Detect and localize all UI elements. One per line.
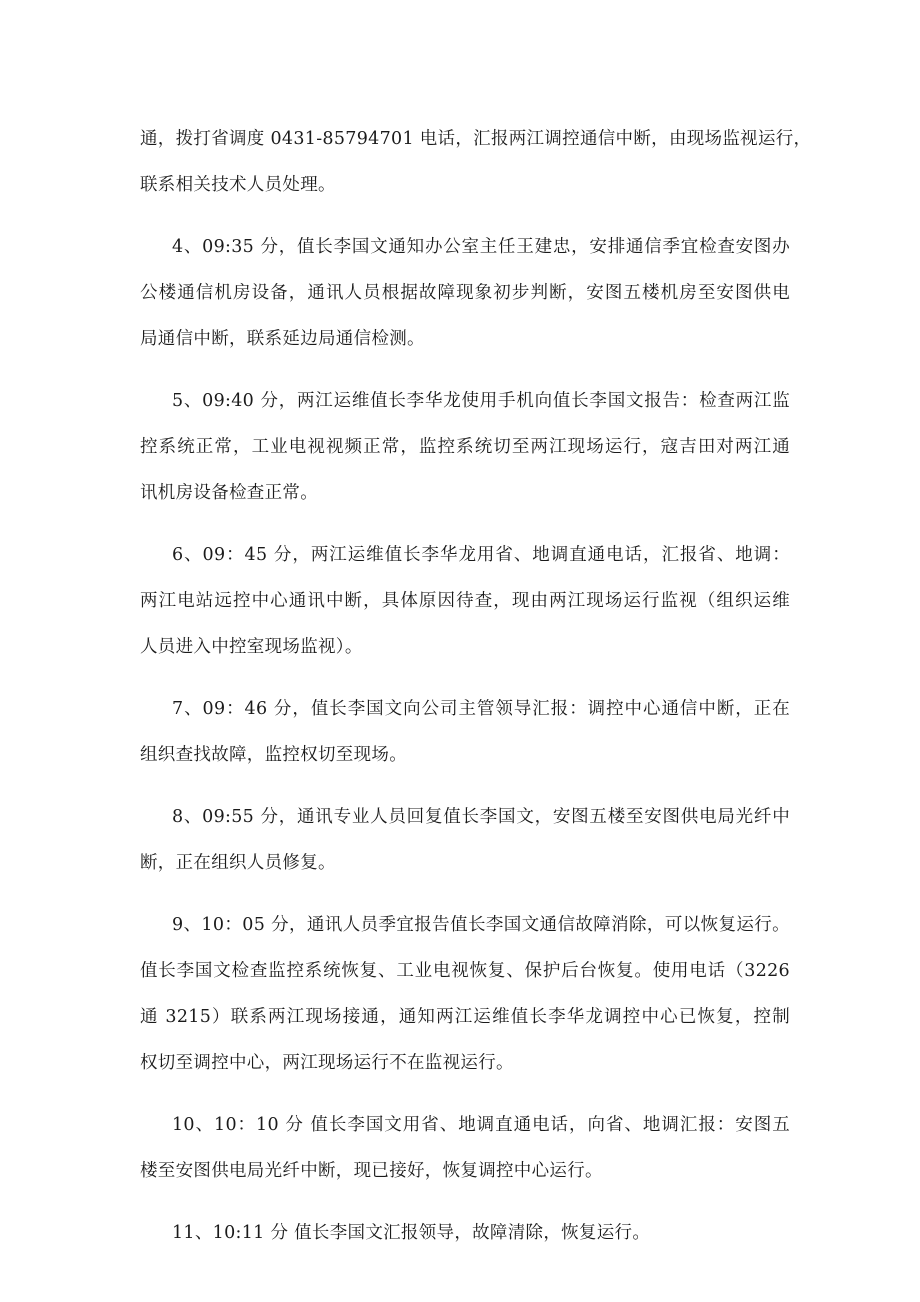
text-line: 通 3215）联系两江现场接通，通知两江运维值长李华龙调控中心已恢复，控制 — [140, 1007, 790, 1027]
paragraph-item-11 — [140, 1210, 790, 1256]
text-line: 6、09：45 分，两江运维值长李华龙用省、地调直通电话，汇报省、地调： — [172, 545, 790, 565]
text-line: 7、09：46 分，值长李国文向公司主管领导汇报：调控中心通信中断，正在 — [172, 699, 790, 719]
paragraph-item-10 — [140, 1102, 790, 1194]
text-line: 楼至安图供电局光纤中断，现已接好，恢复调控中心运行。 — [140, 1161, 603, 1181]
text-line: 讯机房设备检查正常。 — [140, 483, 318, 503]
text-line: 10、10：10 分 值长李国文用省、地调直通电话，向省、地调汇报：安图五 — [172, 1115, 790, 1135]
paragraph-continuation — [140, 116, 812, 208]
text-line: 权切至调控中心，两江现场运行不在监视运行。 — [140, 1053, 514, 1073]
paragraph-item-5 — [140, 378, 790, 516]
paragraph-item-6 — [140, 532, 790, 670]
text-line: 通，拨打省调度 0431-85794701 电话，汇报两江调控通信中断，由现场监视运行， — [140, 129, 812, 149]
paragraph-item-4 — [140, 224, 790, 362]
text-line: 人员进入中控室现场监视）。 — [140, 637, 363, 657]
paragraph-item-8 — [140, 794, 790, 886]
text-line: 8、09:55 分，通讯专业人员回复值长李国文，安图五楼至安图供电局光纤中 — [172, 807, 790, 827]
document-body — [140, 116, 812, 1272]
text-line: 两江电站远控中心通讯中断，具体原因待查，现由两江现场运行监视（组织运维 — [140, 591, 790, 611]
text-line: 4、09:35 分，值长李国文通知办公室主任王建忠，安排通信季宜检查安图办 — [172, 237, 790, 257]
text-line: 控系统正常，工业电视视频正常，监控系统切至两江现场运行，寇吉田对两江通 — [140, 437, 790, 457]
text-line: 联系相关技术人员处理。 — [140, 175, 336, 195]
paragraph-item-9 — [140, 902, 790, 1086]
text-line: 5、09:40 分，两江运维值长李华龙使用手机向值长李国文报告：检查两江监 — [172, 391, 790, 411]
text-line: 断，正在组织人员修复。 — [140, 853, 336, 873]
text-line: 11、10:11 分 值长李国文汇报领导，故障清除，恢复运行。 — [172, 1223, 651, 1243]
text-line: 9、10：05 分，通讯人员季宜报告值长李国文通信故障消除，可以恢复运行。 — [172, 915, 790, 935]
text-line: 组织查找故障，监控权切至现场。 — [140, 745, 407, 765]
text-line: 公楼通信机房设备，通讯人员根据故障现象初步判断，安图五楼机房至安图供电 — [140, 283, 790, 303]
text-line: 局通信中断，联系延边局通信检测。 — [140, 329, 425, 349]
paragraph-item-7 — [140, 686, 790, 778]
text-line: 值长李国文检查监控系统恢复、工业电视恢复、保护后台恢复。使用电话（3226 — [140, 961, 790, 981]
